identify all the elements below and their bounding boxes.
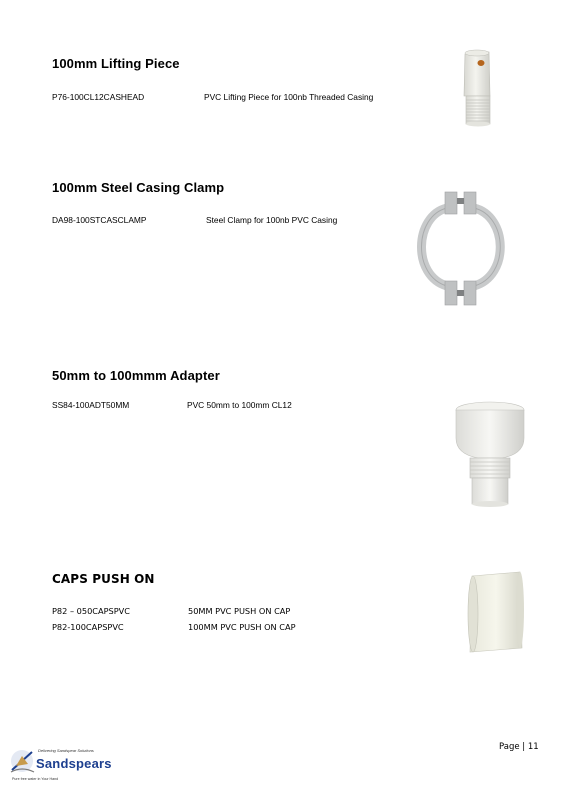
product-description: Steel Clamp for 100nb PVC Casing: [206, 215, 338, 225]
product-code: P76-100CL12CASHEAD: [52, 92, 145, 102]
product-description: 50MM PVC PUSH ON CAP: [188, 606, 291, 616]
section-title-steel-clamp: 100mm Steel Casing Clamp: [52, 180, 225, 195]
product-code: SS84-100ADT50MM: [52, 400, 130, 410]
logo-brand-name: Sandspears: [36, 756, 112, 771]
logo-tagline: Delivering Sandspear Solutions: [38, 748, 94, 753]
section-title-adapter: 50mm to 100mmm Adapter: [52, 368, 220, 383]
product-code: P82-100CAPSPVC: [52, 622, 124, 632]
logo-subline: Pure free water in Your Hand: [12, 777, 59, 781]
product-description: PVC Lifting Piece for 100nb Threaded Casing: [204, 92, 374, 102]
adapter-photo: [448, 400, 532, 512]
sandspears-logo-icon: [8, 746, 38, 776]
push-on-cap-photo: [460, 570, 532, 660]
product-description: 100MM PVC PUSH ON CAP: [188, 622, 296, 632]
product-description: PVC 50mm to 100mm CL12: [187, 400, 292, 410]
steel-clamp-photo: [412, 186, 512, 316]
page-number: Page | 11: [499, 742, 539, 752]
product-code: DA98-100STCASCLAMP: [52, 215, 147, 225]
lifting-piece-photo: [455, 48, 515, 130]
section-title-caps: CAPS PUSH ON: [52, 572, 155, 586]
product-code: P82 – 050CAPSPVC: [52, 606, 130, 616]
section-title-lifting-piece: 100mm Lifting Piece: [52, 56, 180, 71]
sandspears-logo: [8, 744, 128, 786]
